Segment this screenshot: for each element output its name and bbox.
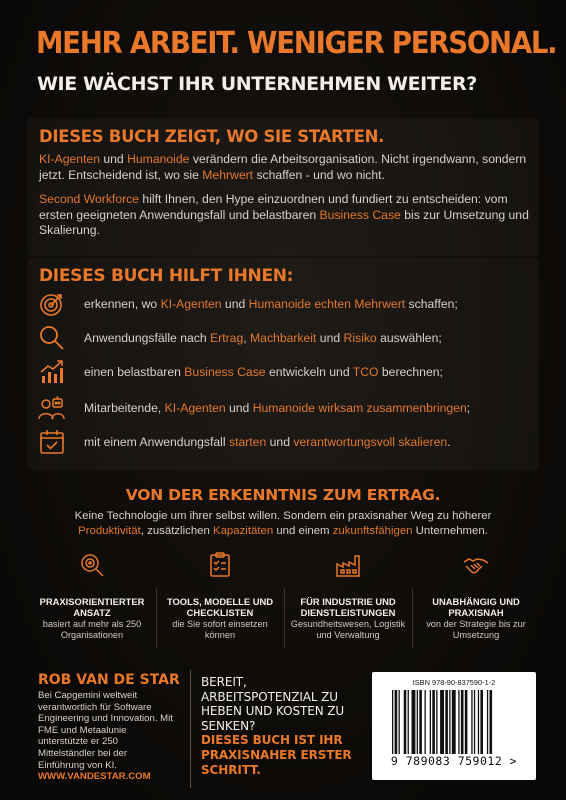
section3-heading: VON DER ERKENNTNIS ZUM ERTRAG. [125,486,441,504]
benefit-item [38,428,528,456]
section1-heading: DIESES BUCH ZEIGT, WO SIE STARTEN. [39,127,385,146]
calendar-check-icon [38,428,66,456]
people-robot-icon [38,394,66,422]
benefit-item [38,394,528,422]
benefit-text: mit einem Anwendungsfall starten und verantwortungsvoll skalieren. [84,435,451,449]
section2-heading: DIESES BUCH HILFT IHNEN: [39,266,294,286]
benefit-text: Mitarbeitende, KI-Agenten und Humanoide wirksam zusammenbringen; [84,401,471,415]
barcode-digits: 9 789083 759012 > [390,754,518,768]
feature-item: FÜR INDUSTRIE UND DIENSTLEISTUNGEN Gesundheitswesen, Logistik und Verwaltung [284,548,412,660]
section3-text: Keine Technologie um ihrer selbst willen. Sondern ein praxisnaher Weg zu höherer Produktivität, zusätzlichen Kapazitäten und einem zukunftsfähigen Unternehmen. [74,510,492,537]
call-to-action: BEREIT, ARBEITSPOTENZIAL ZU HEBEN UND KOSTEN ZU SENKEN? DIESES BUCH IST IHR PRAXISNAHER ERSTER SCHRITT. [201,675,352,777]
section1-paragraph-2: Second Workforce hilft Ihnen, den Hype einzuordnen und fundiert zu entscheiden: vom ersten geeigneten Anwendungsfall und belastbaren Business Case bis zur Umsetzung und Skalierung. [39,192,529,237]
search-icon [38,324,66,352]
section1-paragraph-1: KI-Agenten und Humanoide verändern die Arbeitsorganisation. Nicht irgendwann, sondern jetzt. Entscheidend ist, wo sie Mehrwert schaffen - und wo nicht. [39,152,527,182]
benefit-item [38,358,528,386]
benefit-text: einen belastbaren Business Case entwickeln und TCO berechnen; [84,365,443,379]
author-website-link[interactable]: WWW.VANDESTAR.COM [38,771,151,782]
isbn-text: ISBN 978-90-837590-1-2 [412,678,496,687]
sub-title: WIE WÄCHST IHR UNTERNEHMEN WEITER? [37,73,477,95]
author-bio: Bei Capgemini weltweit verantwortlich für Software Engineering und Innovation. Mit FME und Metaalunie unterstützte er 250 Mittelständler bei der Einführung von KI. [38,690,173,771]
feature-item: TOOLS, MODELLE UND CHECKLISTEN die Sie sofort einsetzen können [156,548,284,660]
feature-item: UNABHÄNGIG UND PRAXISNAH von der Strategie bis zur Umsetzung [412,548,540,660]
factory-icon [335,552,361,578]
benefit-text: erkennen, wo KI-Agenten und Humanoide echten Mehrwert schaffen; [84,297,458,311]
feature-item: PRAXISORIENTIERTER ANSATZ basiert auf mehr als 250 Organisationen [28,548,156,660]
column-divider [190,670,191,788]
feature-row [28,548,540,660]
benefit-text: Anwendungsfälle nach Ertrag, Machbarkeit und Risiko auswählen; [84,331,442,345]
author-name: ROB VAN DE STAR [38,672,180,688]
barcode-bars [390,690,522,754]
benefit-item [38,324,528,352]
isbn-barcode [372,672,536,780]
main-title: MEHR ARBEIT. WENIGER PERSONAL. [36,26,557,61]
magnifier-target-icon [79,552,105,578]
target-icon [38,290,66,318]
benefit-item [38,290,528,318]
growth-chart-icon [38,358,66,386]
checklist-icon [207,552,233,578]
handshake-icon [463,552,489,578]
